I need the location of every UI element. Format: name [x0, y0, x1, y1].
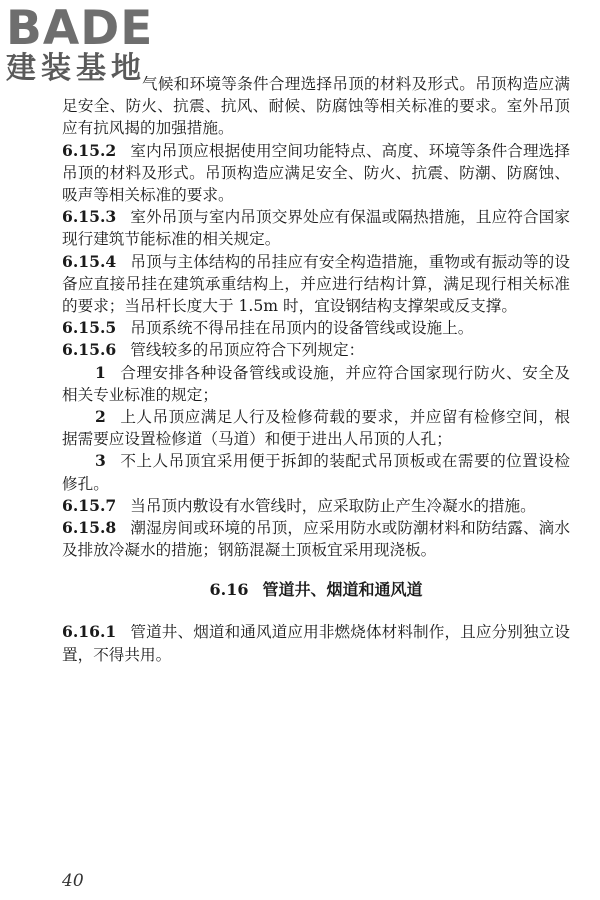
intro-paragraph: 气候和环境等条件合理选择吊顶的材料及形式。吊顶构造应满足安全、防火、抗震、抗风、耐候、防腐蚀等相关标准的要求。室外吊顶应有抗风揭的加强措施。	[62, 75, 570, 138]
section-heading	[62, 579, 570, 601]
clause-number: 6.16.1	[62, 622, 117, 642]
clause-number: 6.15.2	[62, 140, 117, 160]
watermark-brand-cn: 建装基地	[6, 51, 146, 86]
clause-6-15-3	[62, 206, 570, 250]
list-item	[62, 450, 570, 494]
clause-number: 6.15.8	[62, 518, 117, 538]
section-number: 6.16	[209, 580, 249, 600]
list-item	[62, 362, 570, 406]
watermark-brand-en: BADE	[6, 1, 154, 56]
item-number: 3	[95, 451, 106, 471]
clause-number: 6.15.6	[62, 340, 117, 360]
clause-number: 6.15.5	[62, 318, 117, 338]
clause-text: 室外吊顶与室内吊顶交界处应有保温或隔热措施，且应符合国家现行建筑节能标准的相关规定。	[62, 208, 570, 249]
section-title: 管道井、烟道和通风道	[262, 580, 423, 600]
list-item	[62, 406, 570, 450]
clause-text: 吊顶系统不得吊挂在吊顶内的设备管线或设施上。	[130, 319, 474, 338]
clause-number: 6.15.4	[62, 251, 117, 271]
item-text: 上人吊顶应满足人行及检修荷载的要求，并应留有检修空间，根据需要应设置检修道（马道）和便于进出人吊顶的人孔；	[62, 408, 570, 449]
clause-6-16-1	[62, 621, 570, 665]
document-body	[62, 73, 570, 666]
clause-text: 当吊顶内敷设有水管线时，应采取防止产生冷凝水的措施。	[130, 496, 536, 515]
clause-text: 吊顶与主体结构的吊挂应有安全构造措施，重物或有振动等的设备应直接吊挂在建筑承重结构上，并应进行结构计算，满足现行相关标准的要求；当吊杆长度大于 1.5m 时，宜设钢结构支撑架或反支撑。	[62, 252, 570, 316]
clause-6-15-8	[62, 517, 570, 561]
clause-6-15-5	[62, 317, 570, 339]
clause-text: 管道井、烟道和通风道应用非燃烧体材料制作，且应分别独立设置，不得共用。	[62, 623, 570, 664]
clause-number: 6.15.3	[62, 207, 117, 227]
page-number: 40	[62, 871, 84, 891]
clause-6-15-6	[62, 339, 570, 361]
clause-number: 6.15.7	[62, 495, 117, 515]
item-number: 1	[95, 362, 106, 382]
clause-6-15-7	[62, 495, 570, 517]
clause-text: 潮湿房间或环境的吊顶，应采用防水或防潮材料和防结露、滴水及排放冷凝水的措施；钢筋混凝土顶板宜采用现浇板。	[62, 519, 570, 560]
clause-text: 管线较多的吊顶应符合下列规定：	[130, 341, 365, 360]
clause-text: 室内吊顶应根据使用空间功能特点、高度、环境等条件合理选择吊顶的材料及形式。吊顶构造应满足安全、防火、抗震、防潮、防腐蚀、吸声等相关标准的要求。	[62, 141, 570, 205]
clause-6-15-4	[62, 251, 570, 318]
clause-6-15-2	[62, 140, 570, 207]
item-text: 不上人吊顶宜采用便于拆卸的装配式吊顶板或在需要的位置设检修孔。	[62, 452, 570, 493]
item-text: 合理安排各种设备管线或设施，并应符合国家现行防火、安全及相关专业标准的规定；	[62, 363, 570, 404]
item-number: 2	[95, 407, 106, 427]
